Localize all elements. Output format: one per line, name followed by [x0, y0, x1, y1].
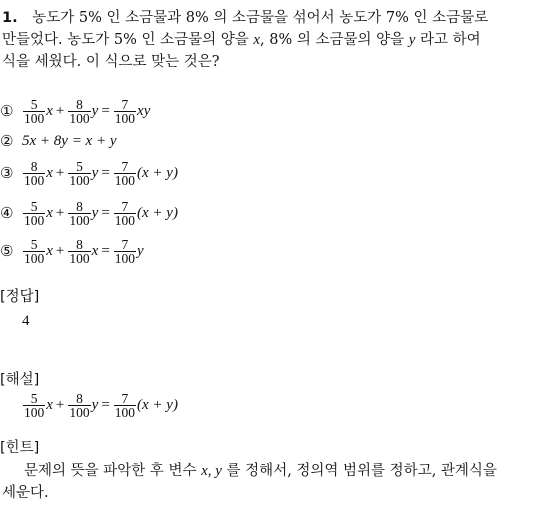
question-number: 1. — [2, 10, 18, 26]
choice-2[interactable] — [0, 130, 117, 152]
answer-label: [정답] — [0, 289, 40, 305]
explanation-equation: $\frac{5}{100}$ x + $\frac{8}{100}$ y = $\frac{7}{100}$ (x + y) — [24, 390, 178, 420]
hint-line-2: 세운다. — [2, 485, 49, 501]
answer-value: 4 — [22, 313, 30, 329]
explanation-label: [해설] — [0, 372, 40, 388]
choice-2-mark: ② — [0, 132, 14, 150]
question-text-2c: 라고 하여 — [415, 32, 481, 48]
hint-vars: x, y — [201, 463, 222, 479]
choice-4[interactable] — [0, 198, 178, 228]
hint-line-1: 문제의 뜻을 파악한 후 변수 x, y 를 정해서, 정의역 범위를 정하고, 관계식을 — [24, 463, 497, 479]
question-text-1: 농도가 5% 인 소금물과 8% 의 소금물을 섞어서 농도가 7% 인 소금물로 — [32, 10, 489, 26]
hint-label: [힌트] — [0, 440, 40, 456]
choice-3-mark: ③ — [0, 164, 14, 182]
question-text-2a: 만들었다. 농도가 5% 인 소금물의 양을 — [2, 32, 254, 48]
question-line-2 — [2, 30, 481, 50]
choice-3-equation: $\frac{8}{100}$ x + $\frac{5}{100}$ y = $\frac{7}{100}$ (x + y) — [24, 158, 178, 188]
var-y: y — [408, 32, 416, 48]
choice-4-equation: $\frac{5}{100}$ x + $\frac{8}{100}$ y = $\frac{7}{100}$ (x + y) — [24, 198, 178, 228]
choice-1[interactable] — [0, 96, 150, 126]
choice-5-equation: $\frac{5}{100}$ x + $\frac{8}{100}$ x = $\frac{7}{100}$ y — [24, 236, 144, 266]
choice-5-mark: ⑤ — [0, 242, 14, 260]
var-x: x — [253, 32, 261, 48]
choice-5[interactable] — [0, 236, 144, 266]
choice-1-mark: ① — [0, 102, 14, 120]
choice-2-equation: 5x + 8y = x + y — [22, 132, 117, 149]
choice-4-mark: ④ — [0, 204, 14, 222]
choice-3[interactable] — [0, 158, 178, 188]
choice-1-equation: $\frac{5}{100}$ x + $\frac{8}{100}$ y = $\frac{7}{100}$ xy — [24, 96, 151, 126]
question-text-2b: , 8% 의 소금물의 양을 — [260, 32, 409, 48]
question-line-1 — [2, 8, 488, 28]
question-text-3: 식을 세웠다. 이 식으로 맞는 것은? — [2, 54, 220, 70]
question-line-3 — [2, 52, 220, 72]
